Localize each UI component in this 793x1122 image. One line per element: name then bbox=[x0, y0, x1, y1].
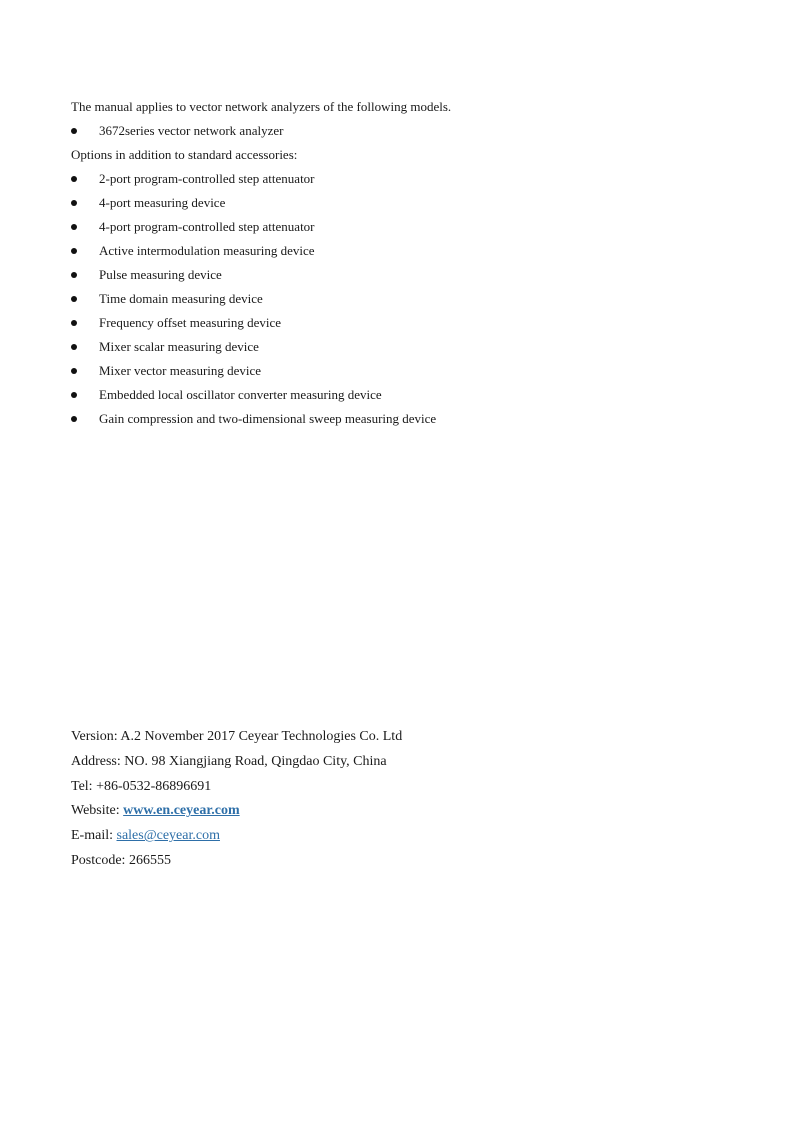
bullet-icon bbox=[71, 272, 77, 278]
contact-section bbox=[71, 725, 731, 874]
option-label: Mixer vector measuring device bbox=[99, 363, 262, 378]
options-heading: Options in addition to standard accessories: bbox=[71, 147, 298, 162]
email-line bbox=[71, 824, 731, 849]
bullet-icon bbox=[71, 176, 77, 182]
bullet-icon bbox=[71, 416, 77, 422]
option-label: Active intermodulation measuring device bbox=[99, 243, 315, 258]
option-label: Time domain measuring device bbox=[99, 291, 263, 306]
bullet-icon bbox=[71, 200, 77, 206]
list-item bbox=[71, 407, 731, 431]
list-item bbox=[71, 311, 731, 335]
list-item bbox=[71, 263, 731, 287]
bullet-icon bbox=[71, 392, 77, 398]
option-label: Embedded local oscillator converter measuring device bbox=[99, 387, 382, 402]
option-label: 4-port program-controlled step attenuator bbox=[99, 219, 315, 234]
list-item bbox=[71, 383, 731, 407]
list-item bbox=[71, 167, 731, 191]
option-label: 2-port program-controlled step attenuator bbox=[99, 171, 315, 186]
intro-section bbox=[71, 95, 731, 431]
website-link[interactable]: www.en.ceyear.com bbox=[123, 803, 240, 819]
website-line bbox=[71, 799, 731, 824]
applies-text: The manual applies to vector network analyzers of the following models. bbox=[71, 99, 452, 114]
list-item bbox=[71, 359, 731, 383]
tel-line: Tel: +86-0532-86896691 bbox=[71, 778, 212, 794]
model-label: 3672series vector network analyzer bbox=[99, 123, 284, 138]
email-link[interactable]: sales@ceyear.com bbox=[116, 828, 220, 844]
bullet-icon bbox=[71, 224, 77, 230]
email-label: E-mail: bbox=[71, 828, 117, 844]
bullet-icon bbox=[71, 344, 77, 350]
postcode-line: Postcode: 266555 bbox=[71, 852, 171, 868]
option-label: Pulse measuring device bbox=[99, 267, 222, 282]
option-label: Gain compression and two-dimensional sweep measuring device bbox=[99, 411, 437, 426]
bullet-icon bbox=[71, 296, 77, 302]
bullet-icon bbox=[71, 248, 77, 254]
option-label: Frequency offset measuring device bbox=[99, 315, 282, 330]
option-label: 4-port measuring device bbox=[99, 195, 226, 210]
website-label: Website: bbox=[71, 803, 124, 819]
list-item-model bbox=[71, 119, 731, 143]
list-item bbox=[71, 191, 731, 215]
bullet-icon bbox=[71, 368, 77, 374]
option-label: Mixer scalar measuring device bbox=[99, 339, 259, 354]
list-item bbox=[71, 335, 731, 359]
list-item bbox=[71, 215, 731, 239]
address-line: Address: NO. 98 Xiangjiang Road, Qingdao City, China bbox=[71, 753, 387, 769]
bullet-icon bbox=[71, 128, 77, 134]
list-item bbox=[71, 287, 731, 311]
list-item bbox=[71, 239, 731, 263]
version-line: Version: A.2 November 2017 Ceyear Technologies Co. Ltd bbox=[71, 729, 403, 744]
bullet-icon bbox=[71, 320, 77, 326]
